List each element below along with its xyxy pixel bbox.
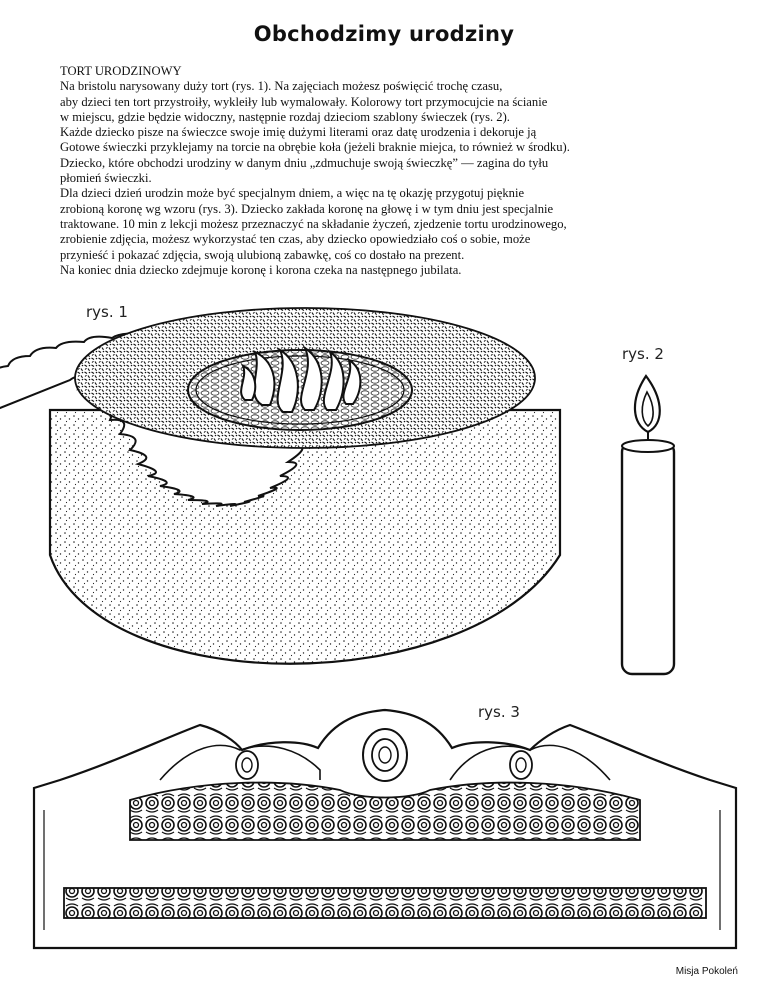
- text-line: zrobioną koronę wg wzoru (rys. 3). Dziecko zakłada koronę na głowę i w tym dniu jest specjalnie: [60, 201, 554, 216]
- page-title: Obchodzimy urodziny: [253, 22, 515, 46]
- figure-2-label: rys. 2: [622, 345, 664, 363]
- text-line: Dziecko, które obchodzi urodziny w danym dniu „zdmuchuje swoją świeczkę” — zagina do tyłu: [60, 155, 549, 170]
- text-line: Każde dziecko pisze na świeczce swoje imię dużymi literami oraz datę urodzenia i dekoruje ją: [60, 125, 537, 140]
- figure-3-label: rys. 3: [478, 703, 520, 721]
- text-line: TORT URODZINOWY: [60, 64, 182, 78]
- text-line: w miejscu, gdzie będzie widoczny, następnie rozdaj dzieciom szablony świeczek (rys. 2).: [60, 109, 510, 124]
- text-line: Na bristolu narysowany duży tort (rys. 1). Na zajęciach możesz poświęcić trochę czasu,: [60, 79, 503, 94]
- cake-illustration: [0, 308, 560, 664]
- candle-illustration: [622, 376, 674, 674]
- text-line: aby dzieci ten tort przystroiły, wykleiły lub wymalowały. Kolorowy tort przymocujcie na ścianie: [60, 94, 548, 109]
- crown-illustration: [34, 710, 736, 948]
- text-line: Dla dzieci dzień urodzin może być specjalnym dniem, a więc na tę okazję przygotuj pięknie: [60, 186, 525, 201]
- text-line: Gotowe świeczki przyklejamy na torcie na obrębie koła (jeżeli braknie miejca, to również w środku).: [60, 140, 570, 155]
- text-line: zrobienie zdjęcia, możesz wykorzystać ten czas, aby dziecko opowiedziało coś o sobie, może: [60, 232, 531, 247]
- figure-1-label: rys. 1: [86, 303, 128, 321]
- text-line: traktowane. 10 min z lekcji możesz przeznaczyć na składanie życzeń, zjedzenie tortu urodzinowego,: [60, 216, 567, 231]
- text-line: płomień świeczki.: [60, 171, 152, 186]
- footer-credit: Misja Pokoleń: [675, 966, 738, 977]
- text-line: Na koniec dnia dziecko zdejmuje koronę i korona czeka na następnego jubilata.: [60, 262, 462, 277]
- text-line: przynieść i pokazać zdjęcia, swoją ulubioną zabawkę, coś co dostało na prezent.: [60, 247, 465, 262]
